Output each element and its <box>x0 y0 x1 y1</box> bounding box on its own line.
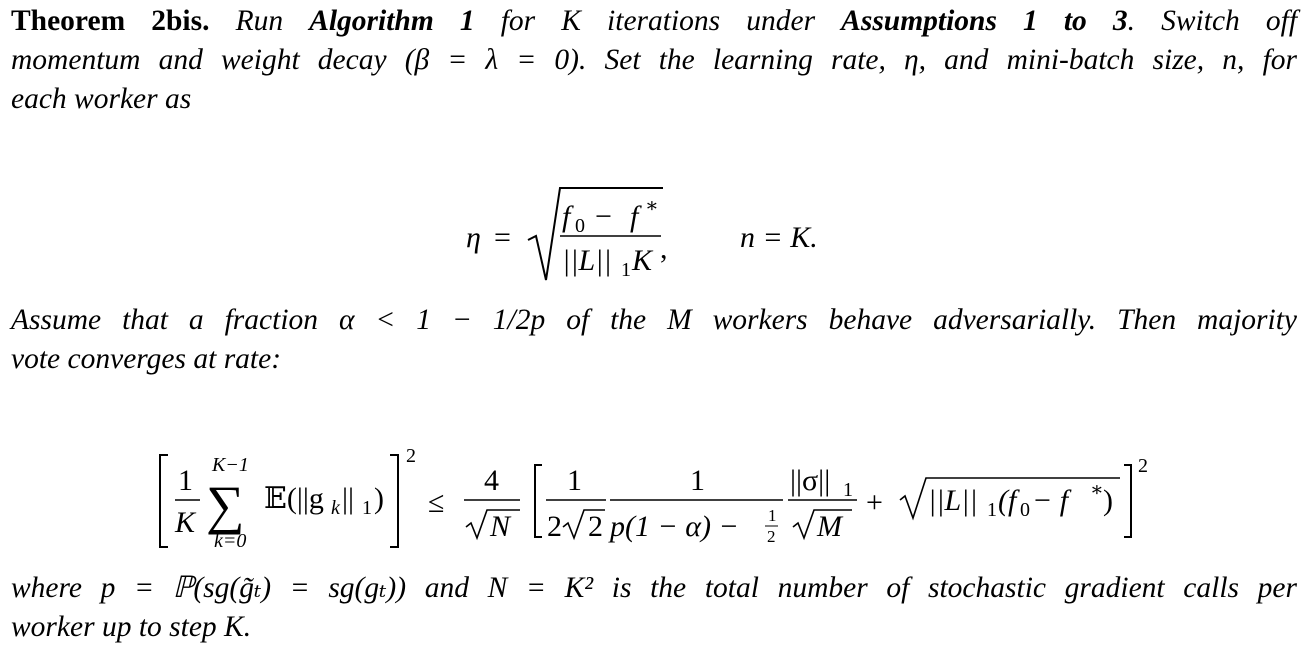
eq1-equals: = <box>494 221 511 254</box>
star-2: ∗ <box>1090 479 1104 501</box>
for-text: for <box>500 5 536 37</box>
right-bracket-2 <box>1124 465 1131 537</box>
L-norm: ||L|| <box>928 484 978 517</box>
den-K: K <box>632 244 653 277</box>
switch-off-text: . Switch off <box>1127 5 1298 37</box>
fstar-superscript: ∗ <box>645 195 659 217</box>
k-var: K <box>561 5 581 37</box>
left-bracket <box>160 455 168 547</box>
f0-subscript: 0 <box>575 215 585 237</box>
right-bracket-1 <box>390 455 398 547</box>
sqrt-2 <box>563 510 605 538</box>
half-num: 1 <box>768 506 777 525</box>
sigma-norm: ||σ|| <box>790 464 831 497</box>
four: 4 <box>484 464 499 497</box>
summation-sign: ∑ <box>206 475 245 535</box>
sum-lower: k=0 <box>214 530 247 552</box>
p-frac-num: 1 <box>690 464 705 497</box>
sqrt-N <box>466 510 520 538</box>
gk-subscript: k <box>331 497 340 519</box>
eq1-comma: , <box>660 232 668 265</box>
norm-close: || <box>342 482 355 515</box>
expectation: 𝔼(||g <box>264 482 324 515</box>
fstar-symbol: f <box>630 200 639 233</box>
plus-sign: + <box>866 486 883 519</box>
run-text: Run <box>235 5 284 37</box>
M-symbol: M <box>817 510 842 543</box>
one-over-K-den: K <box>175 506 196 539</box>
left-bracket-2 <box>535 465 542 537</box>
minus-f: − f <box>1032 484 1069 517</box>
theorem-line-1 <box>11 2 1297 41</box>
close-paren-2: ) <box>1103 484 1113 517</box>
batch-size-eq: n = K. <box>740 221 818 254</box>
norm-sub-one: 1 <box>362 497 372 519</box>
leq-sign: ≤ <box>428 486 445 519</box>
N-symbol: N <box>490 510 511 543</box>
algorithm-ref: Algorithm 1 <box>309 5 475 37</box>
p-term: p(1 − α) − <box>610 510 739 543</box>
sigma-norm-sub: 1 <box>843 479 853 501</box>
L-norm-sub: 1 <box>987 499 997 521</box>
eta-symbol: η <box>466 221 481 254</box>
f-term: (f <box>998 484 1017 517</box>
sum-upper: K−1 <box>212 454 249 476</box>
one-over-K-num: 1 <box>178 464 193 497</box>
f0-symbol: f <box>562 200 571 233</box>
theorem-line-2: momentum and weight decay (β = λ = 0). Set the learning rate, η, and mini-batch size, n, for <box>11 44 1297 76</box>
theorem-paragraph <box>11 2 1297 119</box>
two-coef: 2 <box>547 510 562 543</box>
assume-paragraph <box>11 301 1297 379</box>
assume-line-2: vote converges at rate: <box>11 343 282 375</box>
two-under-root: 2 <box>588 510 603 543</box>
assumptions-ref: Assumptions 1 to 3 <box>841 5 1128 37</box>
f0-sub-2: 0 <box>1020 499 1030 521</box>
sqrt-L <box>900 478 1120 518</box>
half-den: 2 <box>767 527 776 546</box>
assume-line-1: Assume that a fraction α < 1 − 1/2p of the M workers behave adversarially. Then majority <box>11 304 1297 336</box>
sqrt-sign <box>528 188 663 280</box>
theorem-label: Theorem 2bis. <box>11 5 210 37</box>
num-minus: − <box>595 200 612 233</box>
lipschitz-norm-sub: 1 <box>621 259 631 281</box>
one-over-2sqrt2-num: 1 <box>567 464 582 497</box>
square-2: 2 <box>1138 455 1148 477</box>
theorem-line-3: each worker as <box>11 83 192 115</box>
where-line-1: where p = ℙ(sg(g̃ₜ) = sg(gₜ)) and N = K² is the total number of stochastic gradient calls per <box>11 572 1297 604</box>
iterations-under-text: iterations under <box>607 5 816 37</box>
paren-close: ) <box>374 482 384 515</box>
sqrt-M <box>793 510 852 538</box>
lipschitz-norm: ||L|| <box>562 244 612 277</box>
where-line-2: worker up to step K. <box>11 611 252 643</box>
square-1: 2 <box>406 445 416 467</box>
where-paragraph <box>11 569 1297 647</box>
